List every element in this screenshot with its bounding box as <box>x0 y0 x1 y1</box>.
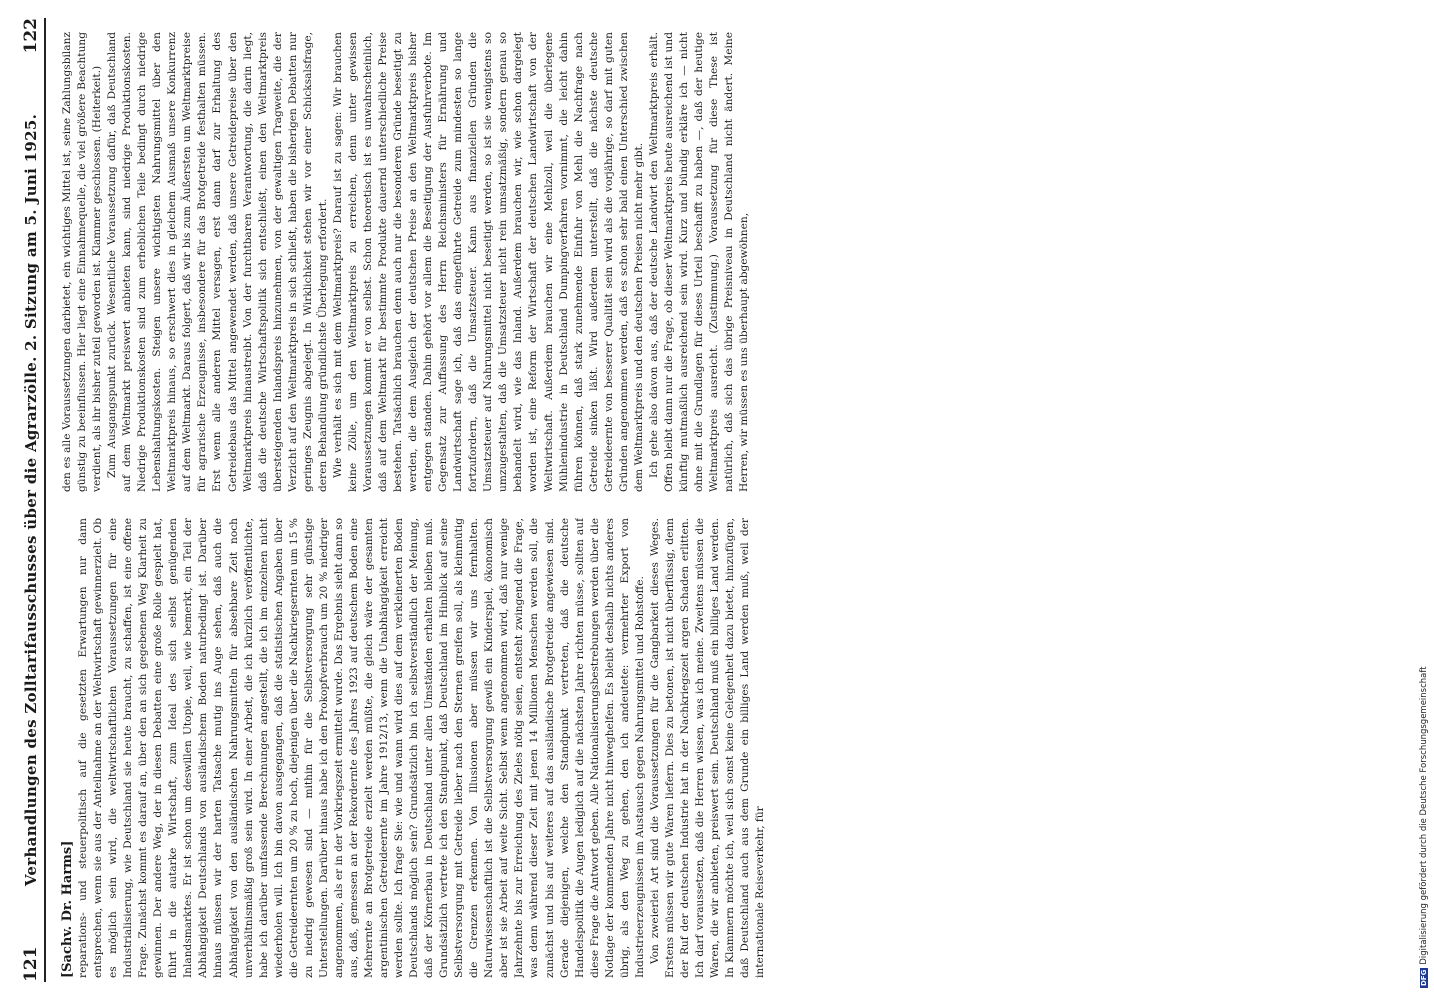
speaker-label: [Sachv. Dr. Harms] <box>60 840 75 978</box>
paragraph: den es alle Voraussetzungen darbietet, ein wichtiges Mittel ist, seine Zahlungsbilanz günstig zu beeinflussen. Hier liegt eine Einnahmequelle, die viel größere Beachtung verdient, als ihr bisher zuteil geworden ist. Klammer geschlossen. (Heiterkeit.) <box>61 32 104 492</box>
digitization-credit <box>1416 0 1434 998</box>
credit-text: Digitalisierung gefördert durch die Deutsche Forschungsgemeinschaft <box>1419 666 1429 965</box>
running-title: Verhandlungen des Zolltarifausschusses über die Agrarzölle. 2. Sitzung am 5. Juni 1925. <box>22 113 40 887</box>
text-column-right <box>60 32 1300 492</box>
dfg-logo: DFG <box>1420 969 1428 986</box>
paragraph: reparations- und steuerpolitisch auf die gesetzten Erwartungen nur dann entsprechen, wenn sie aus der Anteilnahme an der Weltwirtschaft gewinnerzielt. Ob es möglich sein wird, die weltwirtschaftlichen Voraussetzungen für eine Industrialisierung, wie Deutschland sie heute braucht, zu schaffen, ist eine offene Frage. Zunächst kommt es darauf an, über den an sich gegebenen Weg Klarheit zu gewinnen. Der andere Weg, der in diesen Debatten eine große Rolle gespielt hat, führt in die autarke Wirtschaft, zum Ideal des sich selbst genügenden Inlandsmarktes. Er ist schon um deswillen Utopie, weil, wie bemerkt, ein Teil der Abhängigkeit Deutschlands von ausländischem Boden naturbedingt ist. Darüber hinaus müssen wir der harten Tatsache mutig ins Auge sehen, daß auch die Abhängigkeit von den ausländischen Nahrungsmitteln für absehbare Zeit noch unverhältnismäßig groß sein wird. In einer Arbeit, die ich kürzlich veröffentlichte, habe ich darüber umfassende Berechnungen angestellt, die ich im einzelnen nicht wiederholen will. Ich bin davon ausgegangen, daß die statistischen Angaben über die Getreideernten um 20 % zu hoch, diejenigen über die Nachkriegsernten um 15 % zu niedrig gewesen sind — mithin für die Selbstversorgung sehr günstige Unterstellungen. Darüber hinaus habe ich den Prokopfverbrauch um 20 % niedriger angenommen, als er in der Vorkriegszeit ermittelt wurde. Das Ergebnis sieht dann so aus, daß, gemessen an der Rekordernte des Jahres 1923 auf deutschem Boden eine Mehrernte an Brotgetreide erzielt werden müßte, die gleich wäre der gesamten argentinischen Getreideernte im Jahre 1912/13, wenn die Unabhängigkeit erreicht werden sollte. Ich frage Sie: wie und wann wird dies auf dem verkleinerten Boden Deutschlands möglich sein? Grundsätzlich bin ich selbstverständlich der Meinung, daß der Körnerbau in Deutschland unter allen Umständen erhalten bleiben muß. Grundsätzlich vertrete ich den Standpunkt, daß Deutschland im Hinblick auf seine Selbstversorgung mit Getreide lieber nach den Sternen greifen soll, als kleinmütig die Grenzen erkennen. Von Illusionen aber müssen wir uns fernhalten. Naturwissenschaftlich ist die Selbstversorgung gewiß ein Kinderspiel, ökonomisch aber ist sie Arbeit auf weite Sicht. Selbst wenn angenommen wird, daß nur wenige Jahrzehnte bis zur Erreichung des Zieles nötig seien, entsteht zwingend die Frage, was denn während dieser Zeit mit jenen 14 Millionen Menschen werden soll, die zunächst und bis auf weiteres auf das ausländische Brotgetreide angewiesen sind. Gerade diejenigen, welche den Standpunkt vertreten, daß die deutsche Handelspolitik die Augen lediglich auf die nächsten Jahre richten müsse, sollten auf diese Frage die Antwort geben. Alle Nationalisierungsbestrebungen werden über die Notlage der kommenden Jahre nicht hinweghelfen. Es bleibt deshalb nichts anderes übrig, als den Weg zu gehen, den ich andeutete: vermehrter Export von Industrieerzeugnissen im Austausch gegen Nahrungsmittel und Rohstoffe. <box>77 518 646 978</box>
page-header <box>18 18 46 982</box>
paragraph: Ich gehe also davon aus, daß der deutsche Landwirt den Weltmarktpreis erhält. Offen bleibt dann nur die Frage, ob dieser Weltmarktpreis heute ausreichend ist und künftig mutmaßlich ausreichend sein wird. Kurz und bündig erkläre ich — nicht ohne mit die Grundlagen für dieses Urteil beschafft zu haben —, daß der heutige Weltmarktpreis ausreicht. (Zustimmung.) Voraussetzung für diese These ist natürlich, daß sich das übrige Preisniveau in Deutschland nicht ändert. Meine Herren, wir müssen es uns überhaupt abgewöhnen, <box>647 32 751 492</box>
page-number-left: 121 <box>21 946 41 982</box>
text-column-left <box>60 518 1300 978</box>
page-number-right: 122 <box>21 18 41 54</box>
paragraph: Von zweierlei Art sind die Voraussetzungen für die Gangbarkeit dieses Weges. Erstens müssen wir gute Waren liefern. Dies zu betonen, ist nicht überflüssig, denn der Ruf der deutschen Industrie hat in der Nachkriegszeit argen Schaden erlitten. Ich darf voraussetzen, daß die Herren wissen, was ich meine. Zweitens müssen die Waren, die wir anbieten, preiswert sein. Deutschland muß ein billiges Land werden. In Klammern möchte ich, weil sich sonst keine Gelegenheit dazu bietet, hinzufügen, daß Deutschland auch aus dem Grunde ein billiges Land werden muß, weil der internationale Reiseverkehr, für <box>648 518 767 978</box>
paragraph: Zum Ausgangspunkt zurück. Wesentliche Voraussetzung dafür, daß Deutschland auf dem Weltmarkt preiswert anbieten kann, sind niedrige Produktionskosten. Niedrige Produktionskosten sind zum erheblichen Teile bedingt durch niedrige Lebenshaltungskosten. Steigen unsere wichtigsten Nahrungsmittel über den Weltmarktpreis hinaus, so erschwert dies in gleichem Ausmaß unsere Konkurrenz auf dem Weltmarkt. Daraus folgert, daß wir bis zum Äußersten um Weltmarktpreise für agrarische Erzeugnisse, insbesondere für das Brotgetreide festhalten müssen. Erst wenn alle anderen Mittel versagen, erst dann darf zur Erhaltung des Getreidebaus das Mittel angewendet werden, daß unsere Getreidepreise über den Weltmarktpreis hinaustreibt. Von der furchtbaren Verantwortung, die darin liegt, daß die deutsche Wirtschaftspolitik sich entschließt, einen den Weltmarktpreis übersteigenden Inlandspreis hinzunehmen, von der gewaltigen Tragweite, die der Verzicht auf den Weltmarktpreis in sich schließt, haben die bisherigen Debatten nur geringes Zeugnis abgelegt. In Wirklichkeit stehen wir vor einer Schicksalsfrage, deren Behandlung gründlichste Überlegung erfordert. <box>106 32 329 492</box>
paragraph: Wie verhält es sich mit dem Weltmarktpreis? Darauf ist zu sagen: Wir brauchen keine Zölle, um den Weltmarktpreis zu erreichen, denn unter gewissen Voraussetzungen kommt er von selbst. Schon theoretisch ist es unwahrscheinlich, daß auf dem Weltmarkt für bestimmte Produkte dauernd unterschiedliche Preise bestehen. Tatsächlich brauchen denn auch nur die besonderen Gründe beseitigt zu werden, die dem Ausgleich der deutschen Preise an den Weltmarktpreis bisher entgegen standen. Dahin gehört vor allem die Beseitigung der Ausfuhrverbote. Im Gegensatz zur Auffassung des Herrn Reichsministers für Ernährung und Landwirtschaft sage ich, daß das eingeführte Getreide zum mindesten so lange fortzufordern, daß die Umsatzsteuer. Kann aus finanziellen Gründen die Umsatzsteuer auf Nahrungsmittel nicht beseitigt werden, so ist sie wenigstens so umzugestalten, daß die Umsatzsteuer nicht rein umsatzmäßig, sondern genau so behandelt wird, wie das Inland. Außerdem brauchen wir, wie schon dargelegt worden ist, eine Reform der Wirtschaft der deutschen Landwirtschaft von der Weltwirtschaft. Außerdem brauchen wir eine Mehlzoll, weil die überlegene Mühlenindustrie in Deutschland Dumpingverfahren vornimmt, die leicht dahin führen können, daß stark zunehmende Einfuhr von Mehl die Nachfrage nach Getreide sinken läßt. Wird außerdem unterstellt, daß die nächste deutsche Getreideernte von besserer Qualität sein wird als die vorjährige, so darf mit guten Gründen angenommen werden, daß es schon sehr bald einen Unterschied zwischen dem Weltmarktpreis und den deutschen Preisen nicht mehr gibt. <box>331 32 645 492</box>
